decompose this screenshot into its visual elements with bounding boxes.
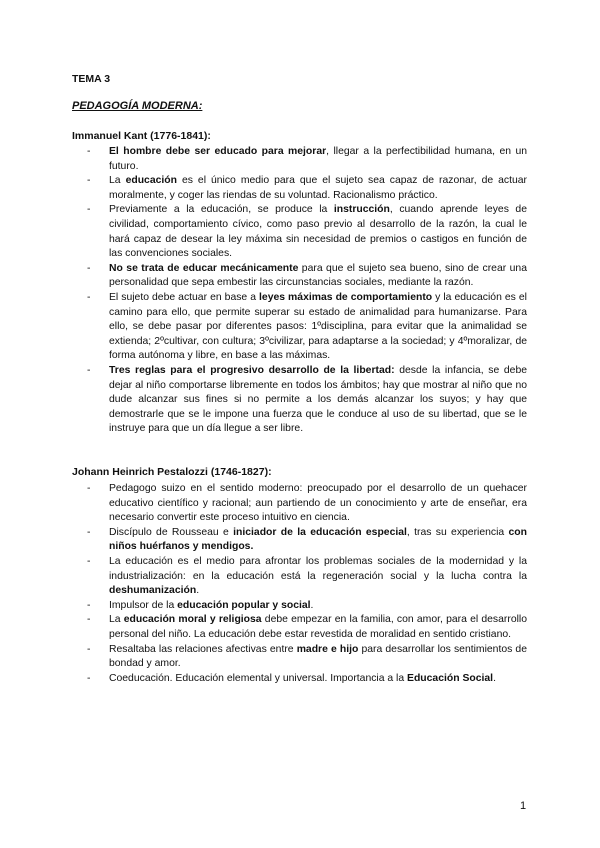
list-item: - La educación es el medio para afrontar los problemas sociales de la modernidad y la industrialización: en la educación está la regeneración social y la lucha contra la deshumanización.: [87, 555, 527, 599]
chapter-label: TEMA 3: [72, 73, 111, 85]
list-item: - Resaltaba las relaciones afectivas entre madre e hijo para desarrollar los sentimientos de bondad y amor.: [87, 643, 527, 672]
list-item: - Coeducación. Educación elemental y universal. Importancia a la Educación Social.: [87, 672, 527, 687]
section-heading-kant: Immanuel Kant (1776-1841):: [72, 130, 211, 142]
list-item: - Tres reglas para el progresivo desarrollo de la libertad: desde la infancia, se debe dejar al niño comportarse libremente en todos los ámbitos; hay que mostrar al niño que no dude alcanzar sus fines si no permite a los demás alcanzar los suyos; y hay que demostrarle que se le impone una fuerza que le conduce al uso de su libertad, que se le instruye para que un día llegue a ser libre.: [87, 364, 527, 437]
pestalozzi-list: [87, 482, 527, 686]
list-item: - El hombre debe ser educado para mejorar, llegar a la perfectibilidad humana, en un futuro.: [87, 145, 527, 174]
list-item: - El sujeto debe actuar en base a leyes máximas de comportamiento y la educación es el camino para ello, que permite superar su estado de animalidad para humanizarse. Para ello, se debe pasar por diferentes pasos: 1ºdisciplina, para evitar que la animalidad se extienda; 2ºcultivar, con cultura; 3ºcivilizar, para adaptarse a la sociedad; y 4ºmoralizar, de forma autónoma y libre, en base a las máximas.: [87, 291, 527, 364]
kant-list: [87, 145, 527, 437]
list-item: - Impulsor de la educación popular y social.: [87, 599, 527, 614]
list-item: - La educación moral y religiosa debe empezar en la familia, con amor, para el desarrollo personal del niño. La educación debe estar revestida de moralidad en sentido cristiano.: [87, 613, 527, 642]
list-item: - Pedagogo suizo en el sentido moderno: preocupado por el desarrollo de un quehacer educativo científico y racional; aun partiendo de un conocimiento y arte de enseñar, era necesario convertir este proceso intuitivo en ciencia.: [87, 482, 527, 526]
page-title: PEDAGOGÍA MODERNA:: [72, 100, 203, 112]
list-item: - No se trata de educar mecánicamente para que el sujeto sea bueno, sino de crear una personalidad que sepa embestir las circunstancias sociales, mediante la razón.: [87, 262, 527, 291]
list-item: - Discípulo de Rousseau e iniciador de la educación especial, tras su experiencia con niños huérfanos y mendigos.: [87, 526, 527, 555]
list-item: - La educación es el único medio para que el sujeto sea capaz de razonar, de actuar moralmente, y coger las riendas de su voluntad. Racionalismo práctico.: [87, 174, 527, 203]
page-number: 1: [520, 800, 527, 812]
section-heading-pestalozzi: Johann Heinrich Pestalozzi (1746-1827):: [72, 466, 272, 478]
list-item: - Previamente a la educación, se produce la instrucción, cuando aprende leyes de civilidad, comportamiento cívico, como paso previo al desarrollo de la razón, la cual le hará capaz de desear la ley máxima sin necesidad de premios o castigos en función de las convenciones sociales.: [87, 203, 527, 261]
